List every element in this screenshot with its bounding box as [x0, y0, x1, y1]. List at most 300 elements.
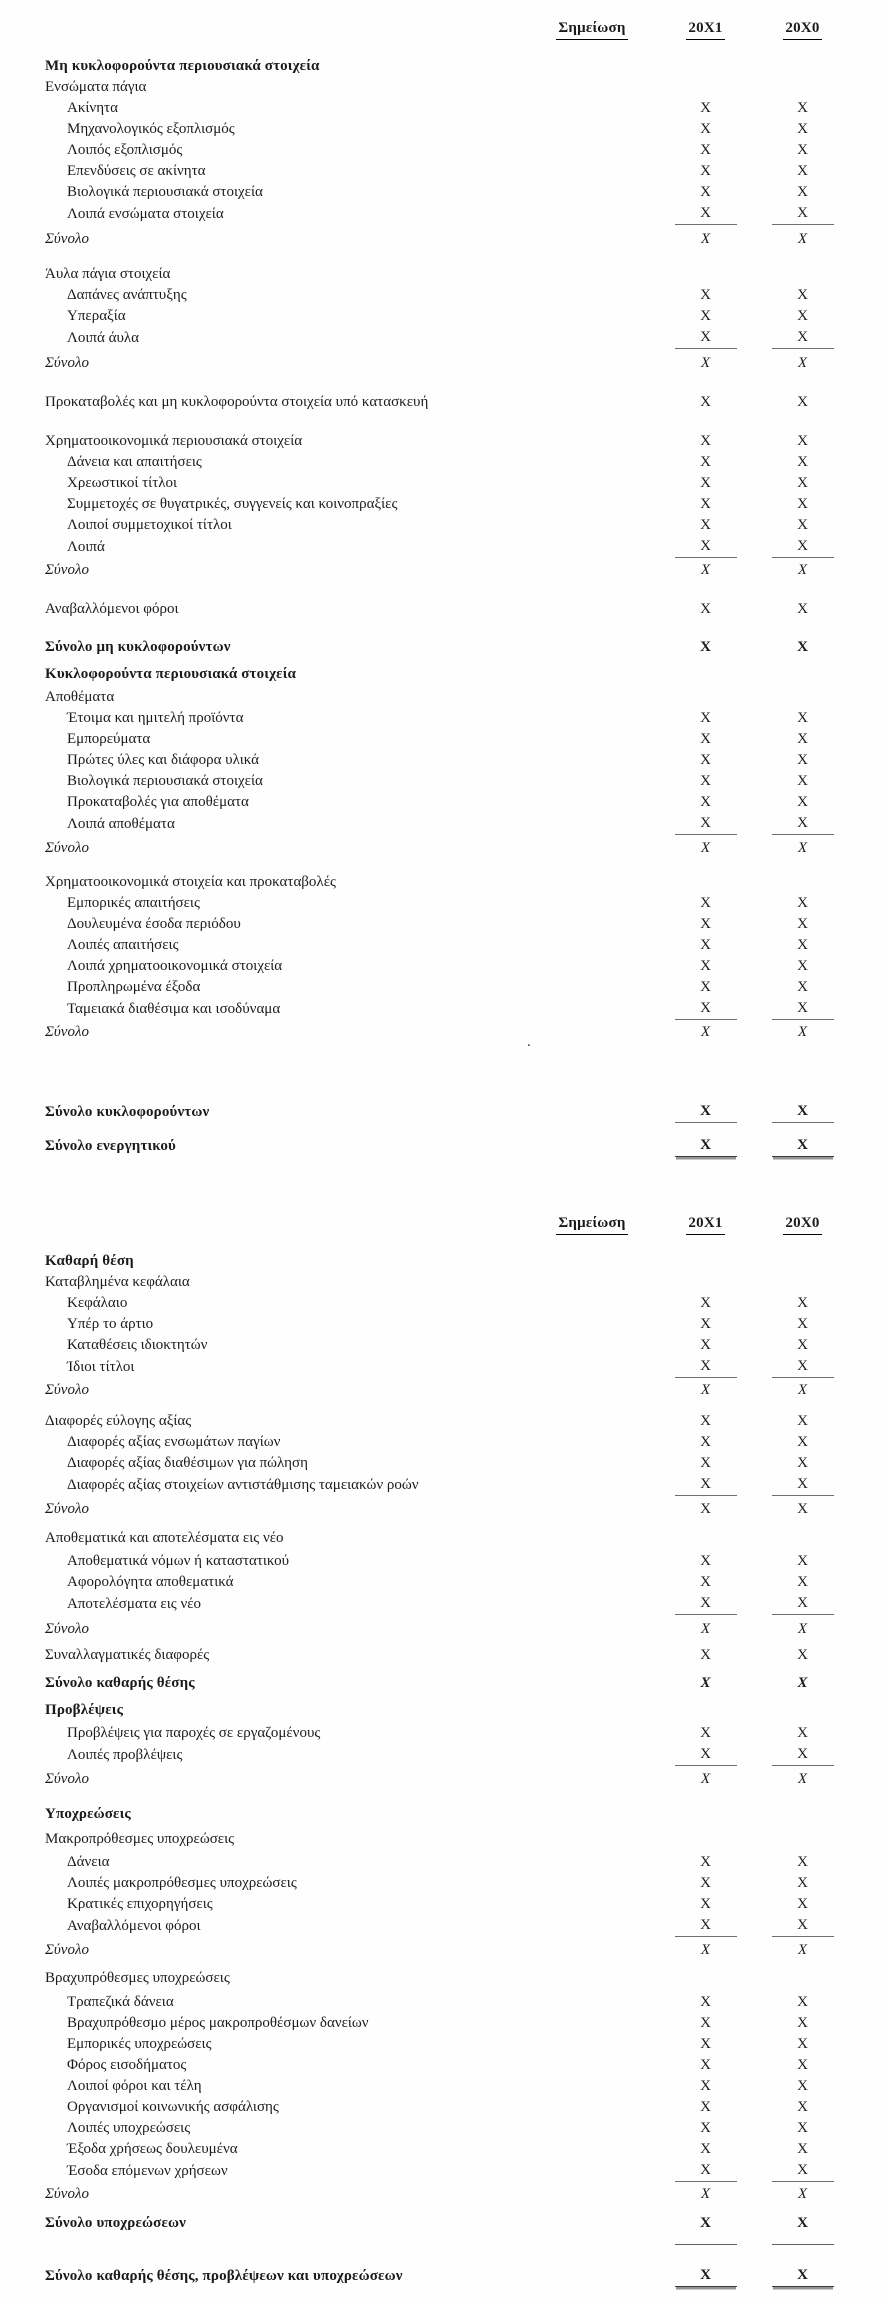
value-cell-20x1 [657, 1593, 754, 1615]
row-label: Λοιπός εξοπλισμός [67, 142, 183, 158]
value-cell-20x1 [657, 473, 754, 494]
row-label: Σύνολο [45, 1501, 89, 1517]
value-x: X [700, 2099, 711, 2115]
value-cell-20x1 [657, 1101, 754, 1123]
value-x: X [797, 1621, 808, 1637]
value-cell-20x1 [657, 182, 754, 203]
value-cell-20x1 [657, 729, 754, 750]
value-cell-20x0 [754, 771, 851, 792]
value-x: X [772, 1101, 834, 1123]
total-row [0, 2213, 884, 2234]
value-x: X [797, 601, 808, 617]
section-header-row [0, 1700, 884, 1721]
table-row [0, 264, 884, 285]
row-label: Ακίνητα [67, 100, 118, 116]
value-cell-20x0 [754, 1673, 851, 1694]
value-x: X [797, 433, 808, 449]
value-x: X [700, 937, 711, 953]
value-x: X [700, 1574, 711, 1590]
value-x: X [797, 1295, 808, 1311]
value-x: X [797, 1413, 808, 1429]
value-x: X [772, 1744, 834, 1766]
value-x: X [797, 121, 808, 137]
value-x: X [797, 184, 808, 200]
table-row [0, 452, 884, 473]
value-x: X [700, 710, 711, 726]
value-x: X [700, 1455, 711, 1471]
row-label: Σύνολο μη κυκλοφορούντων [45, 639, 231, 655]
value-cell-20x0 [754, 1022, 851, 1043]
value-x: X [797, 937, 808, 953]
table-row [0, 473, 884, 494]
table-row [0, 1335, 884, 1356]
row-label: Φόρος εισοδήματος [67, 2057, 187, 2073]
value-x: X [797, 2215, 808, 2231]
row-label: Αποθέματα [45, 689, 115, 705]
value-x: X [700, 1725, 711, 1741]
table-row [0, 1829, 884, 1850]
value-x: X [772, 1593, 834, 1615]
value-x: X [797, 1455, 808, 1471]
column-header-20x1: 20X1 [686, 18, 724, 40]
value-cell-20x0 [754, 1894, 851, 1915]
value-x: X [797, 773, 808, 789]
value-x: X [675, 1744, 737, 1766]
table-row [0, 327, 884, 349]
value-cell-20x0 [754, 2013, 851, 2034]
value-x: X [700, 1337, 711, 1353]
value-cell-20x0 [754, 2160, 851, 2182]
value-cell-20x0 [754, 729, 851, 750]
value-cell-20x0 [754, 792, 851, 813]
value-x: X [700, 1621, 711, 1637]
value-x: X [797, 895, 808, 911]
table-row [0, 998, 884, 1020]
row-label: Συμμετοχές σε θυγατρικές, συγγενείς και κοινοπραξίες [67, 496, 398, 512]
value-cell-20x1 [657, 893, 754, 914]
row-label: Αποθεματικά νόμων ή καταστατικού [67, 1553, 290, 1569]
value-x: X [797, 1771, 808, 1787]
separator-rule-row [0, 2240, 884, 2261]
value-x: X [797, 287, 808, 303]
table-row [0, 515, 884, 536]
value-cell-20x0 [754, 515, 851, 536]
value-x: X [700, 2057, 711, 2073]
value-cell-20x0 [754, 1293, 851, 1314]
column-header-20x0: 20X0 [783, 18, 821, 40]
value-x: X [700, 231, 711, 247]
value-cell-20x1 [657, 1551, 754, 1572]
value-x: X [700, 1501, 711, 1517]
value-cell-20x0 [754, 599, 851, 620]
table-row [0, 729, 884, 750]
value-x: X [700, 601, 711, 617]
value-cell-20x1 [657, 1314, 754, 1335]
row-label: Αναβαλλόμενοι φόροι [67, 1918, 201, 1934]
value-cell-20x0 [754, 813, 851, 835]
value-cell-20x1 [657, 203, 754, 225]
value-x: X [700, 979, 711, 995]
value-cell-20x1 [657, 1432, 754, 1453]
value-cell-20x0 [754, 1499, 851, 1520]
column-header-row [0, 1213, 884, 1239]
value-cell-20x1 [657, 914, 754, 935]
total-row [0, 1380, 884, 1401]
value-cell-20x0 [754, 182, 851, 203]
value-cell-20x1 [657, 431, 754, 452]
value-x: X [772, 1135, 834, 1157]
row-label: Πρώτες ύλες και διάφορα υλικά [67, 752, 260, 768]
value-x: X [772, 1474, 834, 1496]
row-label: Προκαταβολές και μη κυκλοφορούντα στοιχεία υπό κατασκευή [45, 394, 429, 410]
row-label: Χρεωστικοί τίτλοι [67, 475, 178, 491]
value-x: X [797, 1725, 808, 1741]
column-header-note: Σημείωση [556, 18, 627, 40]
value-x: X [700, 1553, 711, 1569]
value-cell-20x1 [657, 140, 754, 161]
value-x: X [700, 895, 711, 911]
value-x: X [700, 142, 711, 158]
row-label: Σύνολο [45, 231, 89, 247]
value-cell-20x0 [754, 1723, 851, 1744]
value-x: X [797, 1553, 808, 1569]
total-row [0, 637, 884, 658]
value-cell-20x1 [657, 1335, 754, 1356]
value-cell-20x0 [754, 2034, 851, 2055]
value-x: X [700, 2186, 711, 2202]
column-header-20x1: 20X1 [686, 1213, 724, 1235]
section-header-row [0, 56, 884, 77]
value-x: X [700, 1295, 711, 1311]
table-row [0, 2013, 884, 2034]
note-column-header-cell [527, 18, 657, 40]
value-cell-20x1 [657, 956, 754, 977]
value-cell-20x0 [754, 838, 851, 859]
row-label: Λοιπές μακροπρόθεσμες υποχρεώσεις [67, 1875, 297, 1891]
value-cell-20x0 [754, 1551, 851, 1572]
row-label: Υπεραξία [67, 308, 126, 324]
row-label: Λοιπά [67, 539, 105, 555]
value-cell-20x1 [657, 2213, 754, 2234]
assets-rows [0, 56, 884, 1157]
value-x: X [700, 433, 711, 449]
table-row [0, 1873, 884, 1894]
row-label: Καταβλημένα κεφάλαια [45, 1274, 190, 1290]
total-rule [772, 2244, 834, 2247]
row-label: Άυλα πάγια στοιχεία [45, 266, 171, 282]
value-cell-20x0 [754, 119, 851, 140]
value-x: X [772, 536, 834, 558]
value-cell-20x0 [754, 140, 851, 161]
value-cell-20x0 [754, 1940, 851, 1961]
value-cell-20x0 [754, 452, 851, 473]
row-label: Μακροπρόθεσμες υποχρεώσεις [45, 1831, 235, 1847]
value-x: X [700, 2036, 711, 2052]
table-row [0, 935, 884, 956]
row-label: Οργανισμοί κοινωνικής ασφάλισης [67, 2099, 279, 2115]
value-x: X [675, 1593, 737, 1615]
value-cell-20x0 [754, 392, 851, 413]
value-x: X [675, 1101, 737, 1123]
row-label: Λοιπά αποθέματα [67, 816, 175, 832]
table-row [0, 431, 884, 452]
value-x: X [797, 2186, 808, 2202]
table-row [0, 599, 884, 620]
row-label: Τραπεζικά δάνεια [67, 1994, 174, 2010]
value-x: X [797, 2036, 808, 2052]
value-x: X [797, 517, 808, 533]
table-row [0, 392, 884, 413]
value-x: X [700, 1647, 711, 1663]
value-cell-20x0 [754, 306, 851, 327]
value-cell-20x1 [657, 2118, 754, 2139]
row-label: Σύνολο [45, 840, 89, 856]
value-cell-20x0 [754, 229, 851, 250]
table-row [0, 2055, 884, 2076]
value-x: X [700, 121, 711, 137]
value-cell-20x0 [754, 637, 851, 658]
value-cell-20x0 [754, 327, 851, 349]
value-x: X [675, 1915, 737, 1937]
value-cell-20x0 [754, 1645, 851, 1666]
value-cell-20x0 [754, 473, 851, 494]
value-x: X [797, 840, 808, 856]
table-row [0, 2139, 884, 2160]
value-x: X [797, 1574, 808, 1590]
row-label: Λοιπά άυλα [67, 330, 140, 346]
value-cell-20x1 [657, 2034, 754, 2055]
row-label: Βιολογικά περιουσιακά στοιχεία [67, 184, 263, 200]
row-label: Ταμειακά διαθέσιμα και ισοδύναμα [67, 1001, 281, 1017]
value-x: X [797, 639, 808, 655]
value-x: X [797, 1675, 808, 1691]
table-row [0, 536, 884, 558]
value-x: X [797, 752, 808, 768]
table-row [0, 77, 884, 98]
value-cell-20x1 [657, 1873, 754, 1894]
table-row [0, 771, 884, 792]
value-x: X [797, 1316, 808, 1332]
value-x: X [797, 794, 808, 810]
value-cell-20x1 [657, 1744, 754, 1766]
table-row [0, 1852, 884, 1873]
value-cell-20x0 [754, 1572, 851, 1593]
row-label: Σύνολο [45, 1621, 89, 1637]
year-current-header-cell [657, 1213, 754, 1235]
value-cell-20x0 [754, 2118, 851, 2139]
value-cell-20x0 [754, 1873, 851, 1894]
value-x: X [797, 1501, 808, 1517]
value-cell-20x0 [754, 750, 851, 771]
value-cell-20x1 [657, 1499, 754, 1520]
value-cell-20x0 [754, 1915, 851, 1937]
value-x: X [797, 2078, 808, 2094]
row-label: Σύνολο [45, 1771, 89, 1787]
value-x: X [700, 840, 711, 856]
value-cell-20x0 [754, 1314, 851, 1335]
value-cell-20x0 [754, 1593, 851, 1615]
value-x: X [797, 1337, 808, 1353]
value-cell-20x1 [657, 637, 754, 658]
total-row [0, 2184, 884, 2205]
table-row [0, 2118, 884, 2139]
table-row [0, 1723, 884, 1744]
table-row [0, 1593, 884, 1615]
row-label: Ενσώματα πάγια [45, 79, 147, 95]
row-label: Υποχρεώσεις [45, 1806, 131, 1822]
value-x: X [700, 1434, 711, 1450]
value-x: X [772, 2160, 834, 2182]
value-cell-20x1 [657, 452, 754, 473]
value-cell-20x1 [657, 2076, 754, 2097]
value-cell-20x1 [657, 708, 754, 729]
value-cell-20x1 [657, 599, 754, 620]
value-x: X [772, 1356, 834, 1378]
row-label: Αναβαλλόμενοι φόροι [45, 601, 179, 617]
row-label: Χρηματοοικονομικά στοιχεία και προκαταβολές [45, 874, 336, 890]
value-x: X [797, 1896, 808, 1912]
total-row [0, 229, 884, 250]
value-x: X [797, 1647, 808, 1663]
value-x: X [700, 1875, 711, 1891]
row-label: Εμπορικές απαιτήσεις [67, 895, 200, 911]
value-cell-20x0 [754, 2076, 851, 2097]
row-label: Δουλευμένα έσοδα περιόδου [67, 916, 241, 932]
grand-total-row [0, 2265, 884, 2287]
table-row [0, 1551, 884, 1572]
row-label: Λοιπά χρηματοοικονομικά στοιχεία [67, 958, 283, 974]
value-x: X [700, 1382, 711, 1398]
total-row [0, 1022, 884, 1043]
table-row [0, 1744, 884, 1766]
value-cell-20x1 [657, 1673, 754, 1694]
value-x: X [700, 1413, 711, 1429]
value-x: X [772, 998, 834, 1020]
value-x: X [675, 536, 737, 558]
value-cell-20x1 [657, 1619, 754, 1640]
table-row [0, 306, 884, 327]
value-cell-20x0 [754, 2241, 851, 2261]
value-cell-20x1 [657, 2184, 754, 2205]
value-x: X [700, 355, 711, 371]
value-x: X [797, 355, 808, 371]
value-x: X [797, 916, 808, 932]
value-x: X [700, 794, 711, 810]
row-label: Διαφορές αξίας διαθέσιμων για πώληση [67, 1455, 308, 1471]
table-row [0, 1411, 884, 1432]
value-x: X [797, 731, 808, 747]
value-cell-20x0 [754, 998, 851, 1020]
row-label: Προβλέψεις για παροχές σε εργαζομένους [67, 1725, 321, 1741]
column-header-row [0, 18, 884, 44]
row-label: Προβλέψεις [45, 1702, 124, 1718]
value-cell-20x0 [754, 353, 851, 374]
value-x: X [797, 100, 808, 116]
value-cell-20x1 [657, 1572, 754, 1593]
value-cell-20x0 [754, 1101, 851, 1123]
table-row [0, 1293, 884, 1314]
value-cell-20x1 [657, 1894, 754, 1915]
row-label: Κυκλοφορούντα περιουσιακά στοιχεία [45, 666, 297, 682]
value-cell-20x1 [657, 1992, 754, 2013]
value-cell-20x0 [754, 1356, 851, 1378]
value-x: X [797, 2015, 808, 2031]
value-cell-20x1 [657, 1645, 754, 1666]
value-x: X [700, 163, 711, 179]
row-label: Δάνεια και απαιτήσεις [67, 454, 202, 470]
column-header-20x0: 20X0 [783, 1213, 821, 1235]
table-row [0, 2034, 884, 2055]
value-cell-20x0 [754, 161, 851, 182]
row-label: Σύνολο [45, 1942, 89, 1958]
value-x: X [797, 475, 808, 491]
row-label: Υπέρ το άρτιο [67, 1316, 154, 1332]
value-x: X [700, 2215, 711, 2231]
value-cell-20x1 [657, 1135, 754, 1157]
total-row [0, 838, 884, 859]
value-cell-20x1 [657, 838, 754, 859]
value-cell-20x1 [657, 2013, 754, 2034]
value-x: X [700, 1854, 711, 1870]
value-cell-20x1 [657, 771, 754, 792]
value-x: X [797, 1854, 808, 1870]
stray-dot: . [527, 1034, 531, 1050]
row-label: Σύνολο [45, 2186, 89, 2202]
table-row [0, 140, 884, 161]
table-row [0, 1314, 884, 1335]
value-x: X [700, 2120, 711, 2136]
value-x: X [797, 142, 808, 158]
value-cell-20x1 [657, 1915, 754, 1937]
table-row [0, 2097, 884, 2118]
value-cell-20x1 [657, 998, 754, 1020]
value-cell-20x1 [657, 1453, 754, 1474]
value-x: X [700, 916, 711, 932]
value-cell-20x0 [754, 2184, 851, 2205]
value-cell-20x0 [754, 914, 851, 935]
value-cell-20x1 [657, 935, 754, 956]
total-row [0, 1619, 884, 1640]
value-cell-20x1 [657, 1940, 754, 1961]
value-x: X [675, 998, 737, 1020]
table-row [0, 1272, 884, 1293]
value-x: X [700, 287, 711, 303]
value-cell-20x0 [754, 1852, 851, 1873]
value-x: X [700, 752, 711, 768]
table-row [0, 203, 884, 225]
value-x: X [700, 308, 711, 324]
row-label: Διαφορές αξίας στοιχείων αντιστάθμισης ταμειακών ροών [67, 1477, 419, 1493]
row-label: Προπληρωμένα έξοδα [67, 979, 201, 995]
table-row [0, 956, 884, 977]
table-row [0, 494, 884, 515]
row-label: Εμπορεύματα [67, 731, 151, 747]
row-label: Λοιπές προβλέψεις [67, 1747, 183, 1763]
value-x: X [700, 454, 711, 470]
value-x: X [675, 1135, 737, 1157]
value-cell-20x1 [657, 2241, 754, 2261]
row-label: Σύνολο [45, 562, 89, 578]
row-label: Μη κυκλοφορούντα περιουσιακά στοιχεία [45, 58, 320, 74]
value-cell-20x0 [754, 494, 851, 515]
value-x: X [675, 813, 737, 835]
value-x: X [797, 1994, 808, 2010]
value-x: X [700, 1024, 711, 1040]
table-row [0, 1992, 884, 2013]
value-x: X [772, 203, 834, 225]
value-x: X [797, 562, 808, 578]
value-cell-20x0 [754, 285, 851, 306]
